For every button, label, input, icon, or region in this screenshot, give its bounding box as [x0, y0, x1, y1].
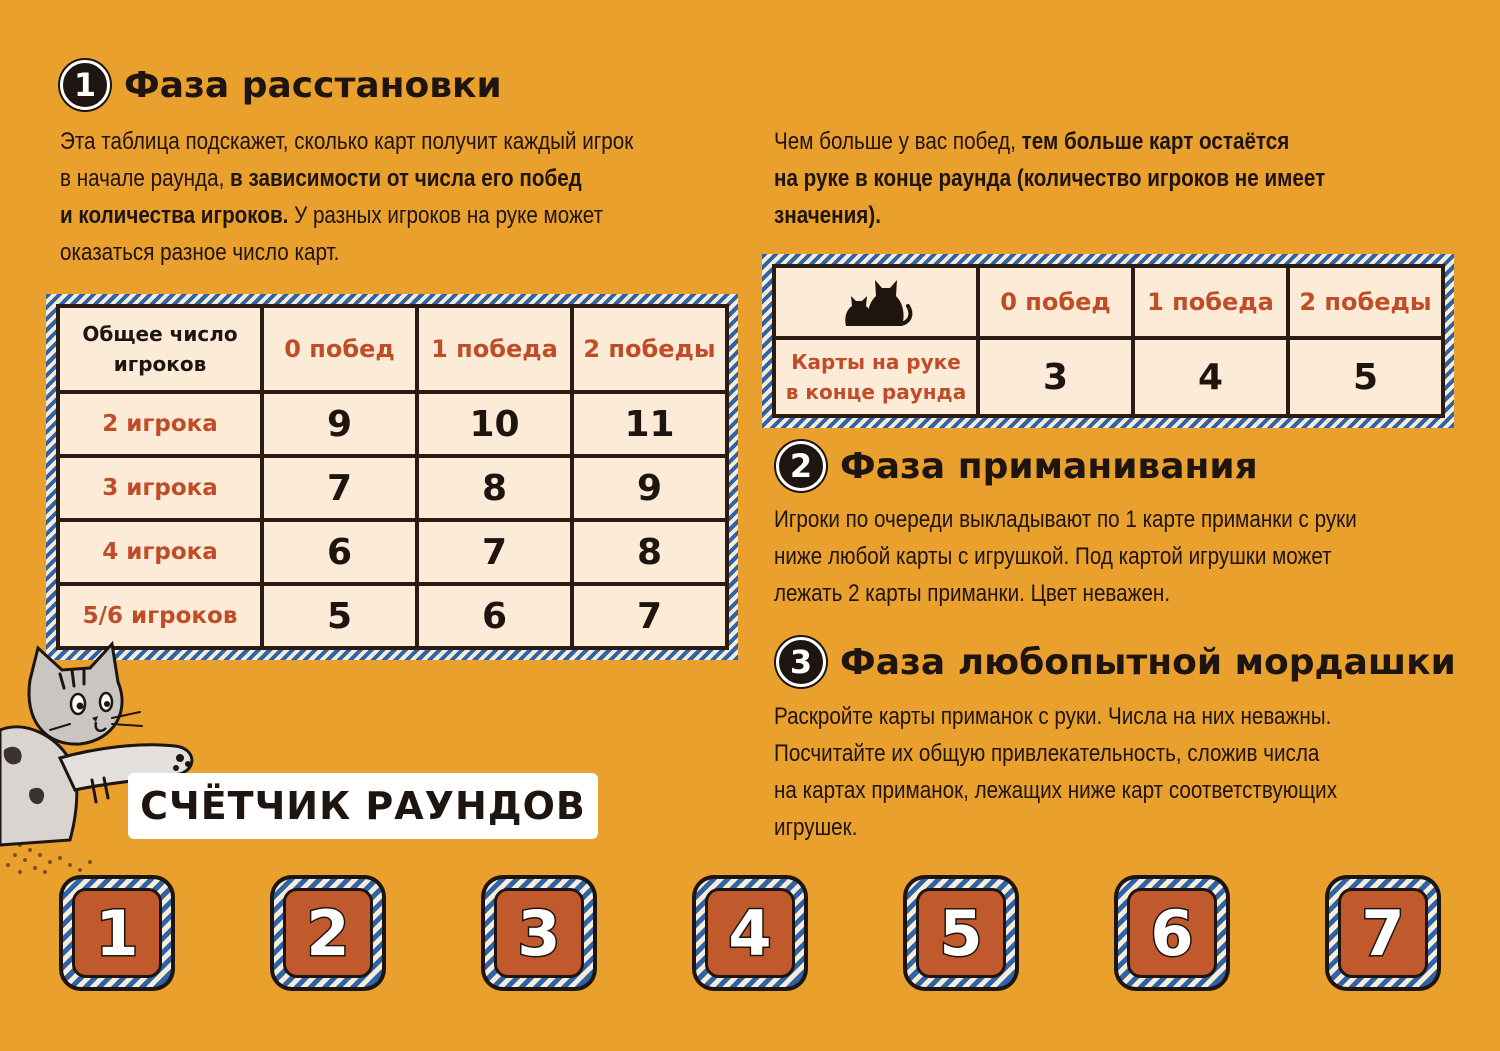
phase1-text-line1: Эта таблица подскажет, сколько карт получит каждый игрок [60, 128, 634, 155]
phase2-number-badge: 2 [776, 441, 826, 491]
phase3-title: Фаза любопытной мордашки [840, 641, 1456, 683]
cards-left-table [772, 264, 1445, 418]
table1-corner-cell [60, 308, 260, 390]
value-cell: 4 [1135, 340, 1286, 414]
value-cell: 5 [264, 586, 415, 646]
round-marker-6[interactable] [1114, 875, 1230, 991]
phase1-number-badge: 1 [60, 60, 110, 110]
phase1-description [60, 123, 731, 271]
cat-illustration [0, 640, 210, 880]
round-marker-5[interactable] [903, 875, 1019, 991]
round-marker-number: 5 [916, 888, 1006, 978]
table1-header-cell: 2 победы [574, 308, 725, 390]
phase3-text-line: игрушек. [774, 814, 858, 841]
row-label-cell: 3 игрока [60, 458, 260, 518]
round-marker-number: 2 [283, 888, 373, 978]
value-cell: 10 [419, 394, 570, 454]
table2-header-cell: 2 победы [1290, 268, 1441, 336]
table2-row-label-line2: в конце раунда [785, 380, 967, 404]
value-cell: 9 [264, 394, 415, 454]
table-row [60, 458, 725, 518]
phase2-text-line: лежать 2 карты приманки. Цвет неважен. [774, 580, 1171, 607]
phase2-text-line: Игроки по очереди выкладывают по 1 карте приманки с руки [774, 506, 1357, 533]
table1-corner-line2: игроков [113, 352, 207, 376]
cards-per-player-table-frame [46, 294, 738, 660]
round-marker-number: 7 [1338, 888, 1428, 978]
value-cell: 7 [264, 458, 415, 518]
phase1-text-line4: оказаться разное число карт. [60, 239, 340, 266]
round-marker-2[interactable] [270, 875, 386, 991]
value-cell: 11 [574, 394, 725, 454]
cats-icon-cell [776, 268, 976, 336]
value-cell: 7 [574, 586, 725, 646]
phase1-title: Фаза расстановки [124, 64, 502, 106]
round-marker-4[interactable] [692, 875, 808, 991]
row-label-cell: 4 игрока [60, 522, 260, 582]
value-cell: 8 [419, 458, 570, 518]
phase2-description [774, 501, 1462, 612]
value-cell: 6 [264, 522, 415, 582]
phase1-text-line2-bold: в зависимости от числа его побед [230, 165, 582, 192]
table-row [776, 340, 1441, 414]
cards-left-table-frame [762, 254, 1454, 428]
round-marker-number: 6 [1127, 888, 1217, 978]
value-cell: 6 [419, 586, 570, 646]
phase2-title: Фаза приманивания [840, 445, 1258, 487]
value-cell: 8 [574, 522, 725, 582]
value-cell: 9 [574, 458, 725, 518]
table2-row-label-line1: Карты на руке [791, 350, 961, 374]
table-row [60, 522, 725, 582]
right-intro-line2-bold: на руке в конце раунда (количество игроков не имеет [774, 165, 1326, 192]
phase3-description [774, 698, 1479, 846]
phase2-text-line: ниже любой карты с игрушкой. Под картой игрушки может [774, 543, 1332, 570]
phase3-text-line: Посчитайте их общую привлекательность, сложив числа [774, 740, 1320, 767]
round-counter-label: СЧЁТЧИК РАУНДОВ [128, 773, 598, 839]
phase3-number-badge: 3 [776, 637, 826, 687]
table2-header-cell: 1 победа [1135, 268, 1286, 336]
right-intro-line1: Чем больше у вас побед, [774, 128, 1022, 155]
phase1-text-line3-bold: и количества игроков. [60, 202, 289, 229]
phase1-heading [60, 60, 502, 110]
row-label-cell: 2 игрока [60, 394, 260, 454]
phase3-heading [776, 637, 1456, 687]
value-cell: 7 [419, 522, 570, 582]
round-marker-3[interactable] [481, 875, 597, 991]
phase3-text-line: на картах приманок, лежащих ниже карт соответствующих [774, 777, 1338, 804]
row-label-cell [776, 340, 976, 414]
round-marker-7[interactable] [1325, 875, 1441, 991]
table2-header-cell: 0 побед [980, 268, 1131, 336]
table2-header-row [776, 268, 1441, 336]
phase1-text-line3: У разных игроков на руке может [288, 202, 604, 229]
right-intro-line3-bold: значения). [774, 202, 881, 229]
right-intro-line1-bold: тем больше карт остаётся [1021, 128, 1290, 155]
round-marker-number: 4 [705, 888, 795, 978]
table1-header-row [60, 308, 725, 390]
table1-header-cell: 1 победа [419, 308, 570, 390]
round-marker-number: 1 [72, 888, 162, 978]
round-marker-number: 3 [494, 888, 584, 978]
value-cell: 5 [1290, 340, 1441, 414]
table1-header-cell: 0 побед [264, 308, 415, 390]
cards-per-player-table [56, 304, 729, 650]
table-row [60, 394, 725, 454]
phase3-text-line: Раскройте карты приманок с руки. Числа на них неважны. [774, 703, 1332, 730]
value-cell: 3 [980, 340, 1131, 414]
table1-corner-line1: Общее число [82, 322, 238, 346]
phase2-heading [776, 441, 1258, 491]
row-label-cell: 5/6 игроков [60, 586, 260, 646]
table-row [60, 586, 725, 646]
right-intro-description [774, 123, 1445, 234]
cats-icon [838, 272, 914, 328]
phase1-text-line2: в начале раунда, [60, 165, 231, 192]
round-marker-1[interactable] [59, 875, 175, 991]
